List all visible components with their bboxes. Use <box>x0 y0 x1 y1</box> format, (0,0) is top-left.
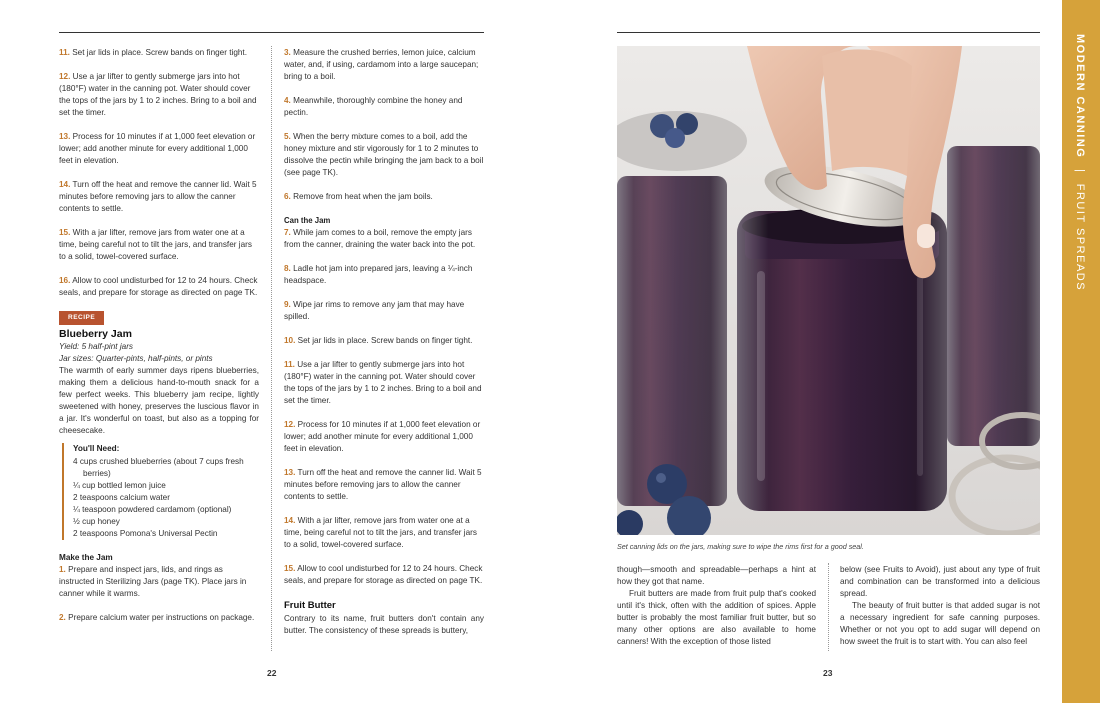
step-text: Remove from heat when the jam boils. <box>293 192 433 201</box>
step-item <box>284 419 484 455</box>
ingredients-heading: You'll Need: <box>73 444 120 453</box>
step-item <box>284 467 484 503</box>
step-number: 14. <box>284 516 296 525</box>
ingredient-item: 2 teaspoons Pomona's Universal Pectin <box>73 529 218 538</box>
step-number: 4. <box>284 96 291 105</box>
ingredient-item: ½ cup honey <box>73 517 120 526</box>
ingredient-item: ¼ teaspoon powdered cardamom (optional) <box>73 505 232 514</box>
step-text: Set jar lids in place. Screw bands on finger tight. <box>72 48 247 57</box>
sidebar-separator: | <box>1074 168 1086 174</box>
step-number: 14. <box>59 180 71 189</box>
recipe-yield: Yield: 5 half-pint jars <box>59 342 134 351</box>
step-number: 2. <box>59 613 66 622</box>
top-rule-left <box>59 32 484 33</box>
step-item <box>284 359 484 407</box>
step-item <box>284 515 484 551</box>
right-column-1 <box>617 564 816 660</box>
column-divider <box>271 46 272 651</box>
step-number: 11. <box>59 48 70 57</box>
step-text: Measure the crushed berries, lemon juice, calcium water, and, if using, cardamom into a large saucepan; bring to a boil. <box>284 48 479 81</box>
step-number: 5. <box>284 132 291 141</box>
ingredient-item: berries) <box>83 469 111 478</box>
recipe-intro: The warmth of early summer days ripens blueberries, making them a delicious hand-to-mouth snack for a few perfect weeks. This blueberry jam recipe, lightly sweetened with honey, preserves the luscious flavor in a jar. It's wonderful on toast, but also as a topping for cheesecake. <box>59 366 259 435</box>
step-text: Ladle hot jam into prepared jars, leaving a ¼-inch headspace. <box>284 264 473 285</box>
step-item <box>59 131 259 167</box>
chapter-sidebar-tab <box>1062 0 1100 703</box>
step-text: Turn off the heat and remove the canner lid. Wait 5 minutes before removing jars to allow the canner contents to settle. <box>59 180 257 213</box>
step-text: Set jar lids in place. Screw bands on finger tight. <box>297 336 473 345</box>
step-number: 6. <box>284 192 291 201</box>
step-number: 8. <box>284 264 291 273</box>
step-number: 3. <box>284 48 291 57</box>
fruit-butter-text-1: though—smooth and spreadable—perhaps a hint at how they got that name. <box>617 565 816 586</box>
step-text: Use a jar lifter to gently submerge jars into hot (180°F) water in the canning pot. Water should cover the tops of the jars by 1 to 2 inches. Bring to a boil and set the timer. <box>59 72 257 117</box>
page-number-left: 22 <box>267 668 277 678</box>
ingredient-item: ¼ cup bottled lemon juice <box>73 481 166 490</box>
step-number: 12. <box>59 72 71 81</box>
step-number: 15. <box>284 564 296 573</box>
left-column-2 <box>284 47 484 637</box>
top-rule-right <box>617 32 1040 33</box>
step-item <box>284 191 484 203</box>
ingredient-list <box>62 443 259 540</box>
step-text: Turn off the heat and remove the canner lid. Wait 5 minutes before removing jars to allow the canner contents to settle. <box>284 468 482 501</box>
book-title: MODERN CANNING <box>1074 34 1086 159</box>
step-item <box>59 71 259 119</box>
step-number: 13. <box>284 468 296 477</box>
right-column-divider <box>828 563 829 651</box>
photo-illustration <box>617 46 1040 535</box>
step-item <box>284 263 484 287</box>
page-number-right: 23 <box>823 668 833 678</box>
step-item <box>284 227 484 251</box>
step-item <box>59 47 259 59</box>
step-text: While jam comes to a boil, remove the empty jars from the canner, draining the water back into the pot. <box>284 228 476 249</box>
step-number: 1. <box>59 565 66 574</box>
step-text: Allow to cool undisturbed for 12 to 24 hours. Check seals, and prepare for storage as directed on page TK. <box>59 276 258 297</box>
chapter-title: FRUIT SPREADS <box>1074 183 1086 292</box>
recipe-badge: RECIPE <box>59 311 104 325</box>
step-number: 12. <box>284 420 296 429</box>
chapter-label <box>1074 34 1086 291</box>
make-jam-heading: Make the Jam <box>59 553 113 562</box>
step-text: When the berry mixture comes to a boil, add the honey mixture and stir vigorously for 1 to 2 minutes to dissolve the pectin while bringing the jam back to a boil (see page TK). <box>284 132 484 177</box>
blueberry-jam-jar-photo <box>617 46 1040 535</box>
step-text: Process for 10 minutes if at 1,000 feet elevation or lower; add another minute for every additional 1,000 feet in elevation. <box>59 132 256 165</box>
step-text: With a jar lifter, remove jars from water one at a time, being careful not to tilt the jars, and transfer jars to a solid, towel-covered surface. <box>59 228 252 261</box>
step-item <box>59 612 259 624</box>
step-text: Prepare and inspect jars, lids, and rings as instructed in Sterilizing Jars (page TK). Place jars in canner while it warms. <box>59 565 247 598</box>
step-text: Prepare calcium water per instructions on package. <box>68 613 255 622</box>
step-number: 9. <box>284 300 291 309</box>
step-item <box>284 47 484 83</box>
step-number: 15. <box>59 228 71 237</box>
ingredient-item: 4 cups crushed blueberries (about 7 cups fresh <box>73 457 244 466</box>
photo-caption: Set canning lids on the jars, making sure to wipe the rims first for a good seal. <box>617 542 864 551</box>
recipe-title: Blueberry Jam <box>59 328 132 340</box>
step-text: Use a jar lifter to gently submerge jars into hot (180°F) water in the canning pot. Water should cover the tops of the jars by 1 to 2 inches. Bring to a boil and set the timer. <box>284 360 482 405</box>
step-item <box>284 563 484 587</box>
section-title: Fruit Butter <box>284 600 336 611</box>
fruit-butter-text-2: Fruit butters are made from fruit pulp that's cooked until it's thick, often with the addition of spices. Apple butter is probably the most familiar fruit butter, but so many other options are also available to home canners! With the exception of those listed <box>617 589 816 646</box>
step-item <box>59 275 259 299</box>
step-number: 11. <box>284 360 295 369</box>
fruit-butter-text-4: The beauty of fruit butter is that added sugar is not a necessary ingredient for safe canning purposes. Whether or not you opt to add sugar will depend on how sweet the fruit is to start with. You can also feel <box>840 601 1040 646</box>
step-item <box>284 299 484 323</box>
step-text: Meanwhile, thoroughly combine the honey and pectin. <box>284 96 463 117</box>
step-item <box>284 95 484 119</box>
step-number: 7. <box>284 228 291 237</box>
step-text: Process for 10 minutes if at 1,000 feet elevation or lower; add another minute for every additional 1,000 feet in elevation. <box>284 420 481 453</box>
can-jam-heading: Can the Jam <box>284 216 331 225</box>
step-number: 10. <box>284 336 296 345</box>
step-item <box>59 564 259 600</box>
step-item <box>59 227 259 263</box>
step-item <box>284 335 484 347</box>
ingredient-item: 2 teaspoons calcium water <box>73 493 170 502</box>
step-item <box>59 179 259 215</box>
section-text: Contrary to its name, fruit butters don't contain any butter. The consistency of these spreads is buttery, <box>284 614 484 635</box>
step-text: Allow to cool undisturbed for 12 to 24 hours. Check seals, and prepare for storage as directed on page TK. <box>284 564 483 585</box>
right-column-2 <box>840 564 1040 660</box>
fruit-butter-text-3: below (see Fruits to Avoid), just about any type of fruit and combination can be transformed into a delicious spread. <box>840 565 1040 598</box>
step-text: With a jar lifter, remove jars from water one at a time, being careful not to tilt the jars, and transfer jars to a solid, towel-covered surface. <box>284 516 477 549</box>
left-column-1 <box>59 47 259 636</box>
recipe-jar-sizes: Jar sizes: Quarter-pints, half-pints, or pints <box>59 354 213 363</box>
step-item <box>284 131 484 179</box>
step-text: Wipe jar rims to remove any jam that may have spilled. <box>284 300 465 321</box>
step-number: 13. <box>59 132 71 141</box>
step-number: 16. <box>59 276 71 285</box>
